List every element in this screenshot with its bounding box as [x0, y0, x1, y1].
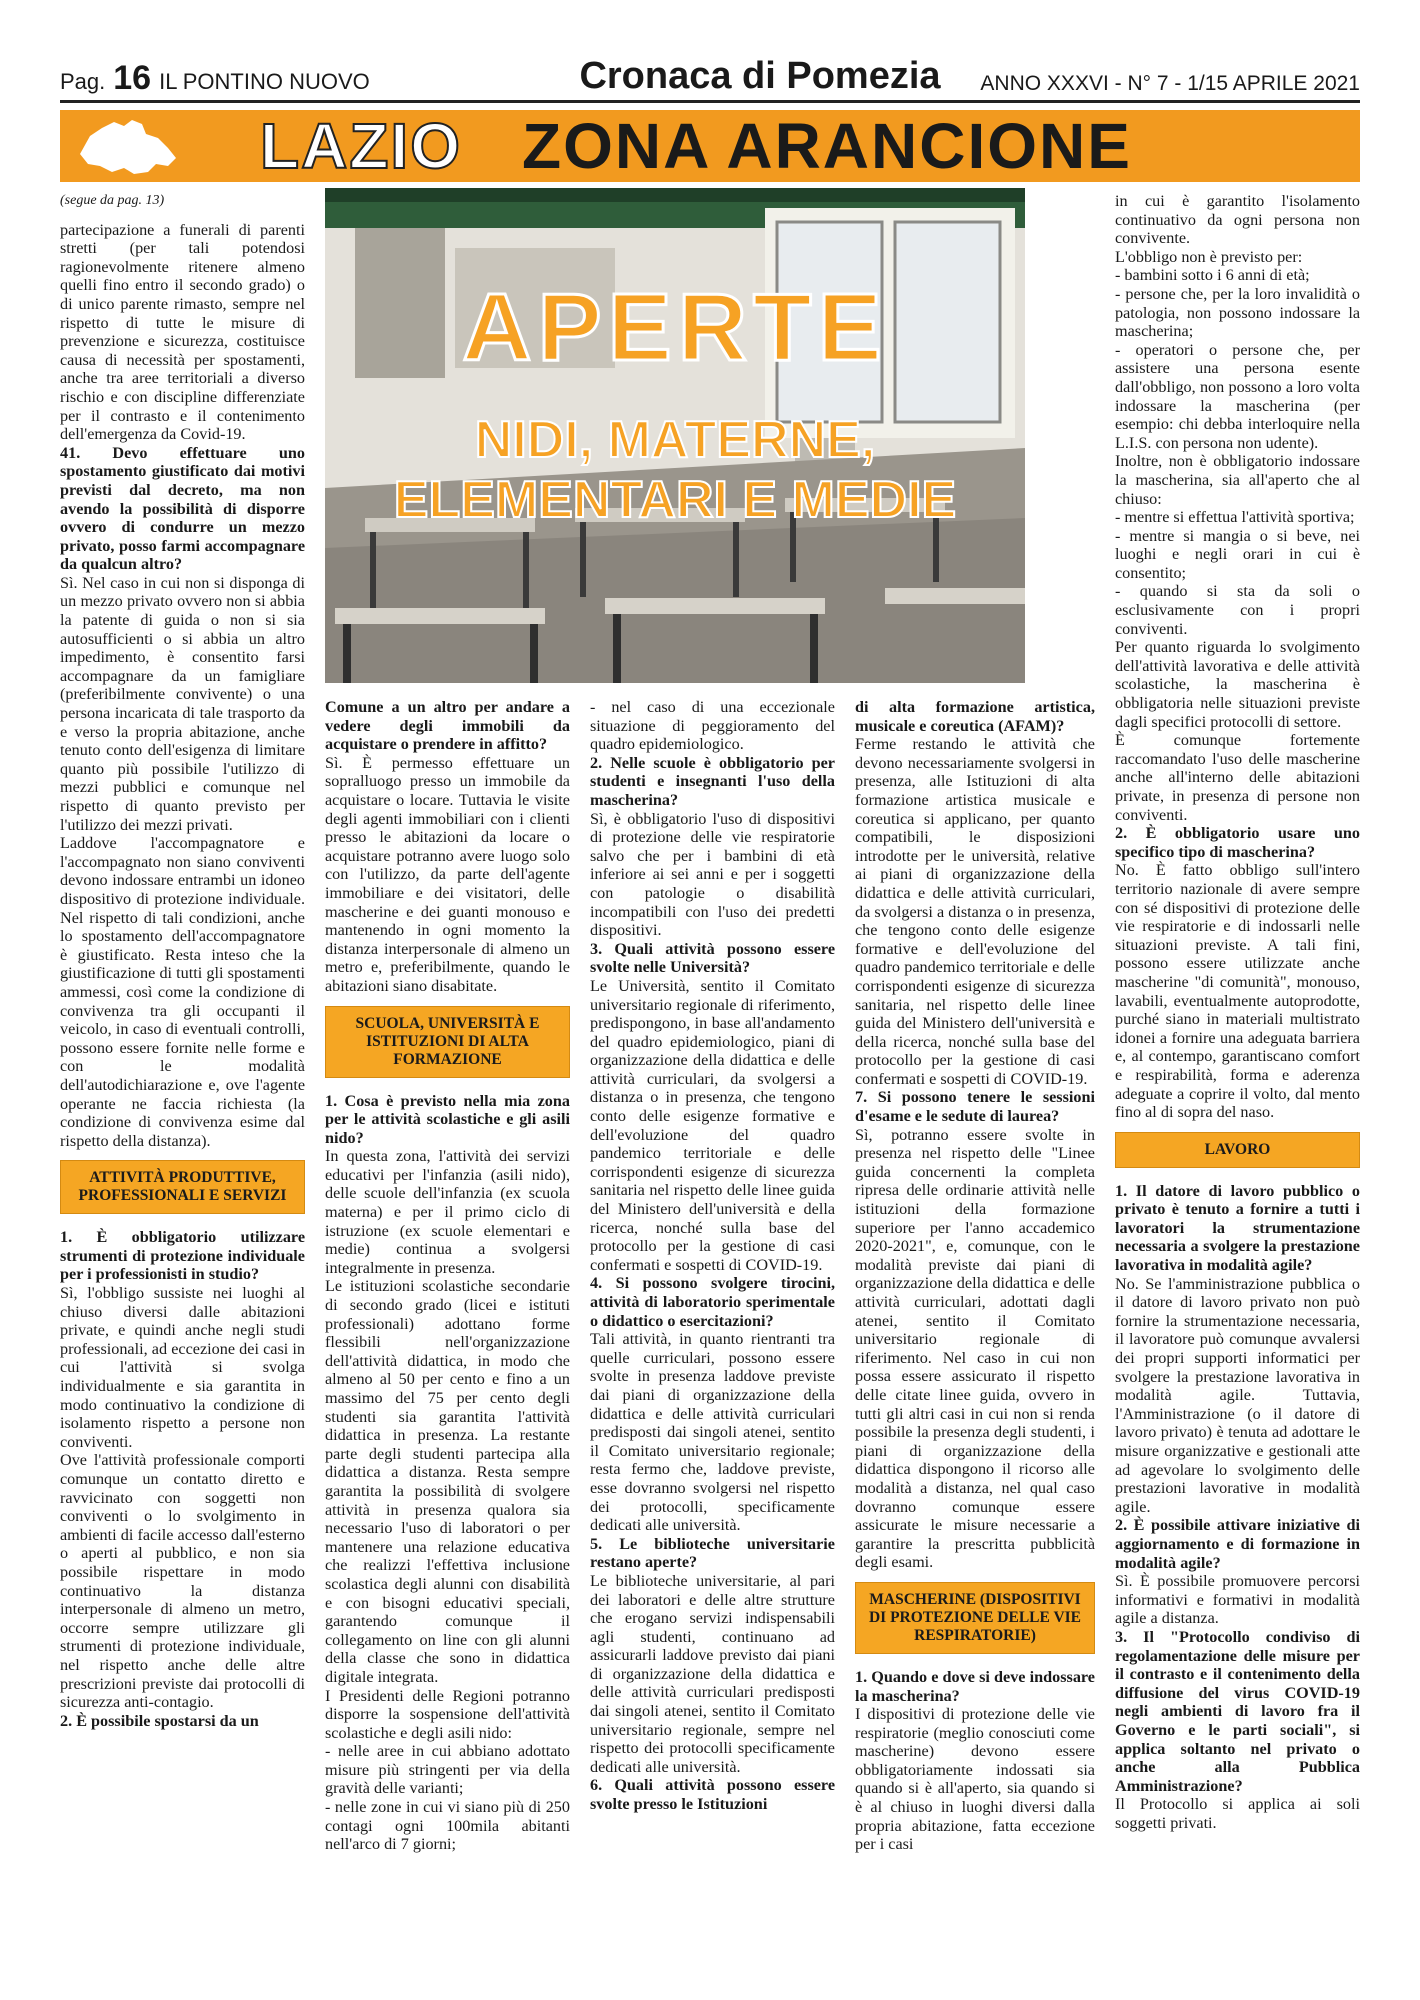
answer: - nelle zone in cui vi siano più di 250 contagi ogni 100mila abitanti nell'arco di 7 giorni; [325, 1798, 570, 1854]
page-label [60, 59, 370, 98]
answer: - quando si sta da soli o esclusivamente con i propri conviventi. [1115, 582, 1360, 638]
answer: I dispositivi di protezione delle vie respiratorie (meglio conosciuti come mascherine) devono essere obbligatoriamente indossati sia quando si è all'aperto, sia quando si è al chiuso in luoghi diversi dalla propria abitazione, fatta eccezione per i casi [855, 1705, 1095, 1854]
column-4 [855, 698, 1095, 1854]
photo-subtitle [325, 410, 1025, 530]
answer: Il Protocollo si applica ai soli soggetti privati. [1115, 1795, 1360, 1832]
question: 3. Quali attività possono essere svolte nelle Università? [590, 939, 835, 977]
answer: No. È fatto obbligo sull'intero territorio nazionale di avere sempre con sé dispositivi di protezione delle vie respiratorie e di indossarli nelle situazioni previste. A tali fini, possono essere utilizzate anche mascherine "di comunità", monouso, lavabili, eventualmente autoprodotte, purché siano in materiali multistrato idonei a fornire una adeguata barriera e, al contempo, garantiscano comfort e respirabilità, forma e aderenza adeguate a coprire il volto, dal mento fino al di sopra del naso. [1115, 861, 1360, 1122]
answer: Inoltre, non è obbligatorio indossare la mascherina, sia all'aperto che al chiuso: [1115, 452, 1360, 508]
answer: Tali attività, in quanto rientranti tra quelle curriculari, possono essere svolte in presenza laddove previste dai piani di organizzazione della didattica e delle attività curriculari predisposti dai singoli atenei, sentito il Comitato universitario regionale; resta fermo che, laddove previste, esse dovranno svolgersi nel rispetto dei protocolli, specificamente dedicati alle università. [590, 1330, 835, 1535]
question: 4. Si possono svolgere tirocini, attività di laboratorio sperimentale o didattico o esercitazioni? [590, 1274, 835, 1330]
question: 1. Cosa è previsto nella mia zona per le attività scolastiche e gli asili nido? [325, 1091, 570, 1147]
question: 2. È obbligatorio usare uno specifico tipo di mascherina? [1115, 824, 1360, 861]
answer: I Presidenti delle Regioni potranno disporre la sospensione dell'attività scolastiche e degli asili nido: [325, 1686, 570, 1742]
section-box-attivita: ATTIVITÀ PRODUTTIVE, PROFESSIONALI E SERVIZI [60, 1160, 305, 1214]
answer: - mentre si effettua l'attività sportiva; [1115, 508, 1355, 527]
answer: Le istituzioni scolastiche secondarie di secondo grado (licei e istituti professionali) adottano forme flessibili nell'organizzazione dell'attività didattica, in modo che almeno al 50 per cento e fino a un massimo del 75 per cento degli studenti sia garantita l'attività didattica in presenza. La restante parte degli studenti partecipa alla didattica a distanza. Resta sempre garantita la possibilità di svolgere attività in presenza qualora sia necessario l'uso di laboratori o per mantenere una relazione educativa che realizzi l'effettiva inclusione scolastica degli alunni con disabilità e con bisogni educativi speciali, garantendo comunque il collegamento on line con gli alunni della classe che sono in didattica digitale integrata. [325, 1277, 570, 1686]
column-3 [590, 698, 835, 1814]
banner-region: LAZIO [260, 110, 462, 182]
answer: Sì, potranno essere svolte in presenza nel rispetto delle "Linee guida concernenti la completa ripresa delle ordinarie attività nelle istituzioni della formazione superiore per l'anno accademico 2020-2021", e, comunque, con le modalità previste dai piani di organizzazione della didattica e delle attività curriculari, adottati dagli atenei, sentito il Comitato universitario regionale di riferimento. Nel caso in cui non possa essere assicurato il rispetto delle citate linee guida, ovvero in tutti gli altri casi in cui non si renda possibile la presenza degli studenti, i piani di organizzazione della didattica dispongono il ricorso alle modalità a distanza, nel qual caso dovranno comunque essere assicurate le misure necessarie a garantire la prescritta pubblicità degli esami. [855, 1125, 1095, 1572]
continued-note: (segue da pag. 13) [60, 193, 165, 208]
banner-zone: ZONA ARANCIONE [522, 110, 1132, 182]
photo-title: APERTE [462, 274, 888, 381]
answer: Sì. È possibile promuovere percorsi informativi e formativi in modalità agile a distanza. [1115, 1572, 1360, 1628]
question: 5. Le biblioteche universitarie restano aperte? [590, 1534, 835, 1572]
column-2 [325, 698, 570, 1854]
lazio-map-icon [72, 114, 182, 180]
answer: Sì. È permesso effettuare un sopralluogo presso un immobile da acquistare o locare. Tuttavia le visite degli agenti immobiliari con i clienti presso le abitazioni da locare o acquistare potranno avere luogo solo con l'utilizzo, da parte dell'agente immobiliare e dei visitatori, delle mascherine e dei guanti monouso e mantenendo in ogni momento la distanza interpersonale di almeno un metro e, preferibilmente, quando le abitazioni siano disabitate. [325, 753, 570, 995]
answer: Ferme restando le attività che devono necessariamente svolgersi in presenza, alle Istituzioni di alta formazione artistica musicale e coreutica si applicano, per quanto compatibili, le disposizioni introdotte per le università, relative ai piani di organizzazione della didattica e delle attività curriculari, da svolgersi a distanza o in presenza, che tengono conto delle esigenze formative e dell'evoluzione del quadro pandemico territoriale e delle corrispondenti esigenze di sicurezza sanitaria, nel rispetto delle linee guida del Ministero dell'università e della ricerca, nonché sulla base del protocollo per la gestione di casi confermati e sospetti di COVID-19. [855, 735, 1095, 1088]
question: 1. È obbligatorio utilizzare strumenti di protezione individuale per i professionisti in studio? [60, 1228, 305, 1284]
photo-subtitle-line2: ELEMENTARI E MEDIE [393, 471, 957, 529]
question: 1. Quando e dove si deve indossare la mascherina? [855, 1667, 1095, 1705]
page-number: 16 [113, 59, 152, 97]
pag-label: Pag. [60, 69, 106, 94]
paragraph: partecipazione a funerali di parenti stretti (per tali potendosi ragionevolmente ritenere almeno quelli fino entro il secondo grado) o di unico parente rimasto, sempre nel rispetto di tutte le misure di prevenzione e sicurezza, costituisce causa di necessità per spostamenti, anche tra aree territoriali a diverso rischio e con discipline differenziate per il contrasto e il contenimento dell'emergenza da Covid-19. [60, 220, 305, 444]
answer: - persone che, per la loro invalidità o patologia, non possono indossare la mascherina; [1115, 284, 1360, 341]
answer: - operatori o persone che, per assistere una persona esente dall'obbligo, non possono a loro volta indossare la mascherina (per esempio: chi debba interloquire nella L.I.S. con persona non udente). [1115, 340, 1360, 452]
question: 3. Il "Protocollo condiviso di regolamentazione delle misure per il contrasto e il contenimento della diffusione del virus COVID-19 negli ambienti di lavoro fra il Governo e le parti sociali", si applica soltanto nel privato o anche alla Pubblica Amministrazione? [1115, 1627, 1360, 1795]
answer: Ove l'attività professionale comporti comunque un contatto diretto e ravvicinato con soggetti non conviventi o lo svolgimento in ambienti di facile accesso dall'esterno o aperti al pubblico, e non sia possibile rispettare in modo continuativo la distanza interpersonale di almeno un metro, occorre sempre utilizzare gli strumenti di protezione individuale, nel rispetto anche delle altre prescrizioni previste dai protocolli di sicurezza anti-contagio. [60, 1451, 305, 1712]
answer: - nel caso di una eccezionale situazione di peggioramento del quadro epidemiologico. [590, 698, 835, 754]
section-box-mascherine: MASCHERINE (DISPOSITIVI DI PROTEZIONE DELLE VIE RESPIRATORIE) [855, 1582, 1095, 1654]
question: 2. È possibile spostarsi da un [60, 1711, 259, 1730]
answer: Sì, è obbligatorio l'uso di dispositivi di protezione delle vie respiratorie salvo che per i bambini di età inferiore ai sei anni e per i soggetti con patologie o disabilità incompatibili con l'uso dei predetti dispositivi. [590, 809, 835, 940]
section-box-scuola: SCUOLA, UNIVERSITÀ E ISTITUZIONI DI ALTA FORMAZIONE [325, 1006, 570, 1078]
answer: Sì, l'obbligo sussiste nei luoghi al chiuso diversi dalle abitazioni private, e quindi anche negli studi professionali, ad eccezione dei casi in cui l'attività si svolga individualmente e sia garantita in modo continuativo la condizione di isolamento rispetto a persone non conviventi. [60, 1284, 305, 1451]
answer: Sì. Nel caso in cui non si disponga di un mezzo privato ovvero non si abbia la patente di guida o non si sia autosufficienti o si abbia un altro impedimento, è consentito farsi accompagnare da un famigliare (preferibilmente convivente) o una persona incaricata di tale trasporto da e verso la propria abitazione, anche tenuto conto dell'esigenza di limitare quanto più possibile l'utilizzo di mezzi pubblici e comunque nel rispetto di quanto previsto per l'utilizzo dei mezzi privati. [60, 573, 305, 834]
answer: in cui è garantito l'isolamento continuativo da ogni persona non convivente. [1115, 192, 1360, 248]
page-header [60, 55, 1360, 98]
answer: Le Università, sentito il Comitato universitario regionale di riferimento, predispongono, in base all'andamento del quadro epidemiologico, piani di organizzazione della didattica e delle attività curriculari, da svolgersi a distanza o in presenza, che tengono conto delle esigenze formative e dell'evoluzione del quadro pandemico territoriale e delle corrispondenti esigenze di sicurezza sanitaria nel rispetto delle linee guida del Ministero dell'università e della ricerca, nonché sulla base del protocollo per la gestione di casi confermati e sospetti di COVID-19. [590, 976, 835, 1274]
answer: Per quanto riguarda lo svolgimento dell'attività lavorativa e delle attività scolastiche, la mascherina è obbligatoria nelle situazioni previste dagli specifici protocolli di settore. [1115, 638, 1360, 731]
answer: - bambini sotto i 6 anni di età; [1115, 266, 1310, 285]
question: 7. Si possono tenere le sessioni d'esame e le sedute di laurea? [855, 1088, 1095, 1126]
answer: No. Se l'amministrazione pubblica o il datore di lavoro privato non può fornire la strumentazione necessaria, il lavoratore può comunque avvalersi dei propri supporti informatici per svolgere la prestazione lavorativa in modalità agile. Tuttavia, l'Amministrazione (o il datore di lavoro privato) è tenuta ad adottare le misure organizzative e gestionali atte ad agevolare lo svolgimento delle prestazioni lavorative in modalità agile. [1115, 1274, 1360, 1516]
answer: È comunque fortemente raccomandato l'uso delle mascherine anche all'interno delle abitazioni private, in presenza di persone non conviventi. [1115, 731, 1360, 824]
column-1 [60, 192, 305, 1730]
classroom-photo [325, 188, 1025, 683]
question: 2. Nelle scuole è obbligatorio per studenti e insegnanti l'uso della mascherina? [590, 753, 835, 809]
question: di alta formazione artistica, musicale e coreutica (AFAM)? [855, 698, 1095, 735]
header-rule [60, 100, 1360, 103]
answer: Le biblioteche universitarie, al pari dei laboratori e delle altre strutture che erogano servizi indispensabili agli studenti, continuano ad assicurarli laddove previsto dai piani di organizzazione della didattica e delle attività curriculari predisposti dai singoli atenei, sentito il Comitato universitario regionale, sempre nel rispetto dei protocolli specificamente dedicati alle università. [590, 1571, 835, 1776]
photo-subtitle-line1: NIDI, MATERNE, [474, 411, 876, 469]
answer: - nelle aree in cui abbiano adottato misure più stringenti per via della gravità delle varianti; [325, 1742, 570, 1798]
answer: Laddove l'accompagnatore e l'accompagnato non siano conviventi devono indossare entrambi un idoneo dispositivo di protezione individuale. Nel rispetto di tali condizioni, anche lo spostamento dell'accompagnatore è giustificato. Resta inteso che la giustificazione di tutti gli spostamenti ammessi, così come la condizione di convivenza tra gli occupanti il veicolo, in caso di eventuali controlli, possono essere fornite nelle forme e con le modalità dell'autodichiarazione e, ove l'agente operante ne faccia richiesta (la condizione di convivenza esime dal rispetto della distanza). [60, 834, 305, 1150]
question: 1. Il datore di lavoro pubblico o privato è tenuto a fornire a tutti i lavoratori la strumentazione necessaria a svolgere la prestazione lavorativa in modalità agile? [1115, 1181, 1360, 1275]
newspaper-name: IL PONTINO NUOVO [159, 69, 370, 94]
headline-banner [60, 110, 1360, 182]
section-box-lavoro: LAVORO [1115, 1132, 1360, 1168]
section-title: Cronaca di Pomezia [579, 55, 941, 97]
question: 6. Quali attività possono essere svolte presso le Istituzioni [590, 1776, 835, 1814]
answer: L'obbligo non è previsto per: [1115, 247, 1303, 266]
question: Comune a un altro per andare a vedere degli immobili da acquistare o prendere in affitto? [325, 698, 570, 754]
answer: - mentre si mangia o si beve, nei luoghi e negli orari in cui è consentito; [1115, 526, 1360, 582]
answer: In questa zona, l'attività dei servizi educativi per l'infanzia (asili nido), delle scuole dell'infanzia (ex scuola materna) e per il primo ciclo di istruzione (ex scuole elementari e medie) continua a svolgersi integralmente in presenza. [325, 1147, 570, 1277]
column-5 [1115, 192, 1360, 1832]
question: 41. Devo effettuare uno spostamento giustificato dai motivi previsti dal decreto, ma non avendo la possibilità di disporre ovvero di condurre un mezzo privato, posso farmi accompagnare da qualcun altro? [60, 443, 305, 574]
issue-info: ANNO XXXVI - N° 7 - 1/15 APRILE 2021 [980, 72, 1360, 95]
question: 2. È possibile attivare iniziative di aggiornamento e di formazione in modalità agile? [1115, 1516, 1360, 1572]
